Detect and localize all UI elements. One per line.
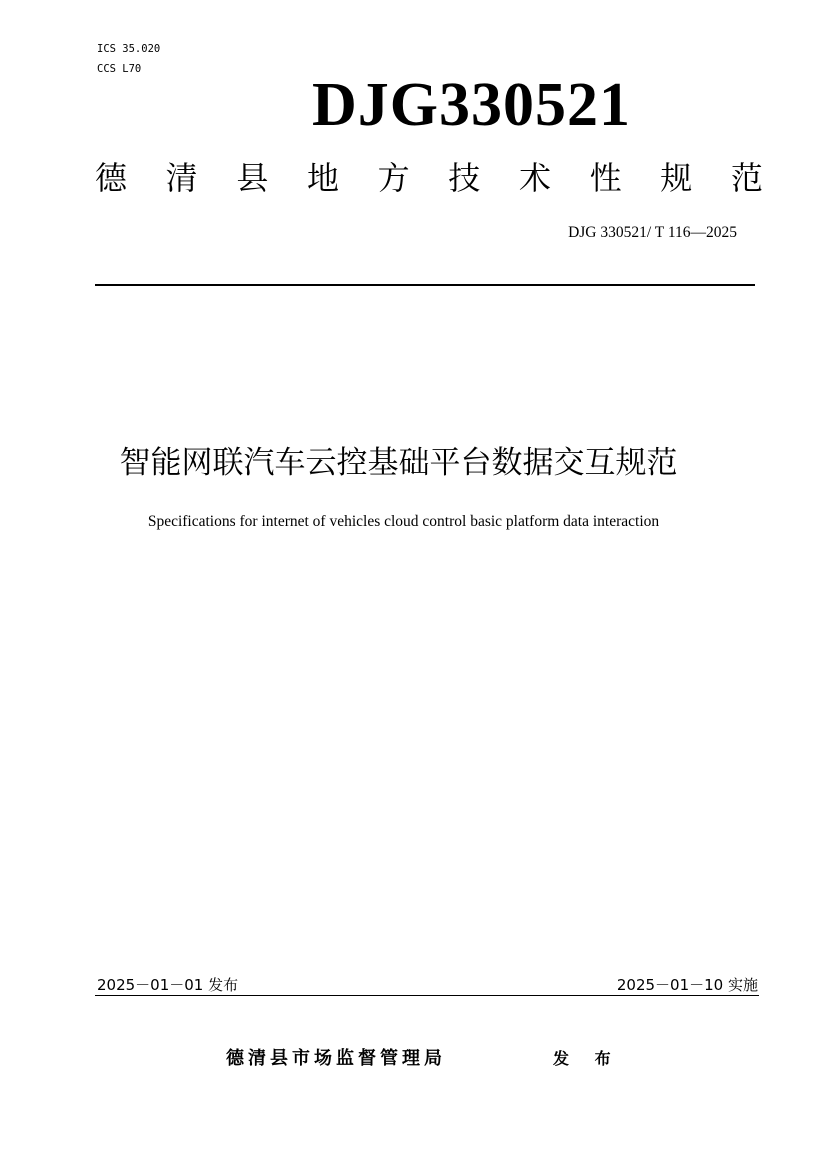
standard-type-char: 县 — [236, 159, 269, 197]
standard-type-char: 清 — [165, 159, 198, 197]
bottom-divider — [95, 995, 759, 996]
standard-type-char: 术 — [518, 159, 551, 197]
top-divider — [95, 284, 755, 286]
standard-type-char: 地 — [306, 159, 339, 197]
publisher: 德清县市场监督管理局 — [226, 1048, 446, 1069]
standard-type-char: 技 — [448, 159, 481, 197]
publish-label: 发 布 — [553, 1049, 621, 1068]
ics-code: ICS 35.020 — [97, 43, 161, 55]
document-title-english: Specifications for internet of vehicles cloud control basic platform data interaction — [147, 513, 660, 530]
standard-type-char: 性 — [589, 159, 622, 197]
standard-type-char: 德 — [95, 159, 128, 197]
ccs-code: CCS L70 — [97, 63, 142, 75]
standard-code: DJG330521 — [312, 71, 631, 139]
standard-number: DJG 330521/ T 116—2025 — [568, 224, 737, 241]
standard-type-char: 范 — [730, 159, 763, 197]
standard-type-char: 规 — [660, 159, 693, 197]
standard-type-char: 方 — [377, 159, 410, 197]
standard-type — [95, 156, 763, 200]
document-title: 智能网联汽车云控基础平台数据交互规范 — [119, 445, 678, 481]
issue-date: 2025－01－01 发布 — [97, 976, 239, 994]
implementation-date: 2025－01－10 实施 — [616, 976, 758, 994]
